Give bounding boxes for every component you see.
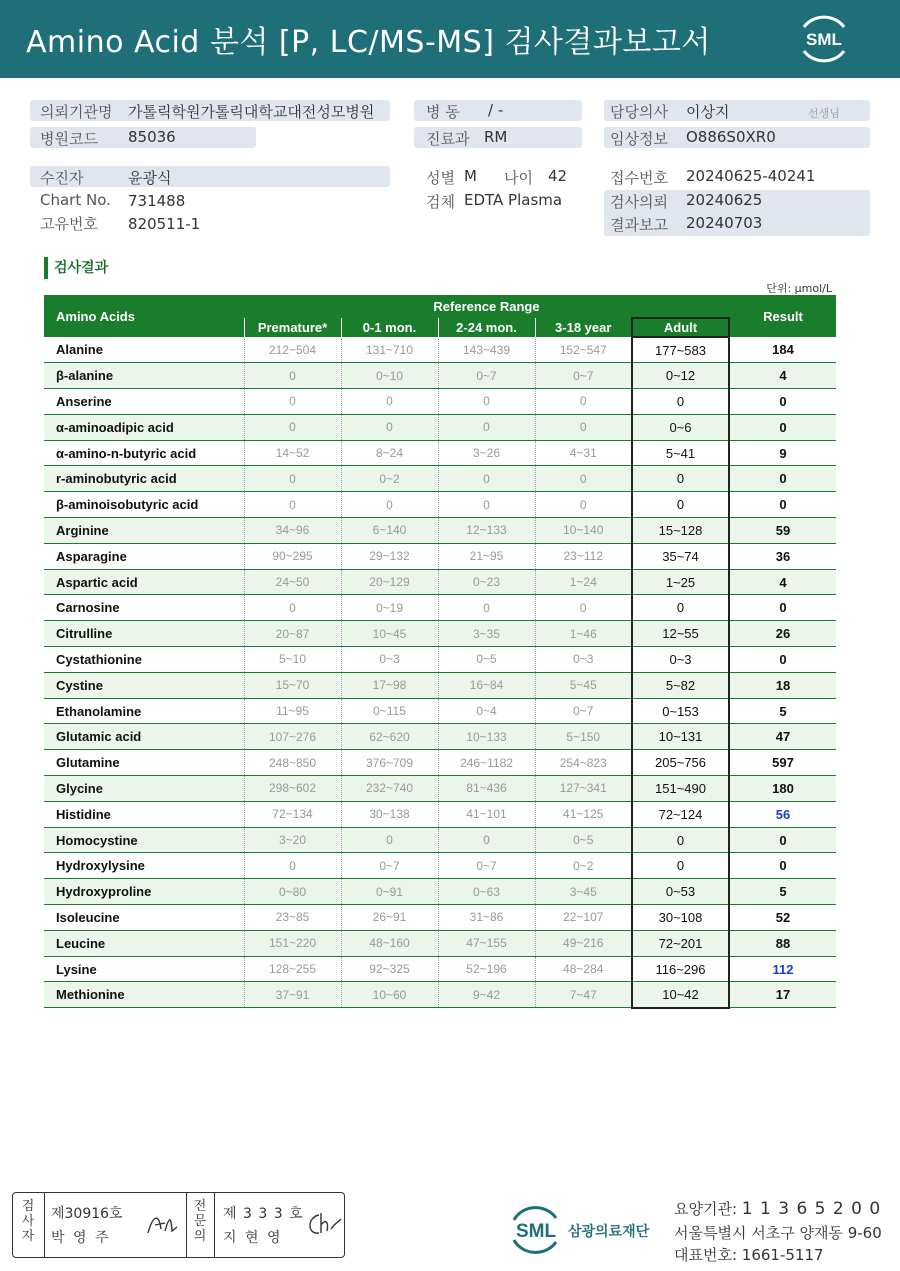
footer-brand: SML: [515, 1221, 557, 1242]
hospital-code-label: 병원코드: [40, 130, 98, 148]
table-row: [44, 853, 836, 879]
footer-address: 서울특별시 서초구 양재동 9-60: [674, 1224, 882, 1242]
adult-range-cell: 10~42: [632, 982, 729, 1008]
reference-range-cell: 1~24: [535, 569, 632, 595]
adult-range-cell: 0~3: [632, 647, 729, 673]
result-cell: 0: [729, 414, 836, 440]
table-row: [44, 363, 836, 389]
result-cell: 4: [729, 363, 836, 389]
reference-range-cell: 143~439: [438, 337, 535, 363]
adult-range-cell: 72~124: [632, 801, 729, 827]
amino-acid-name: Methionine: [44, 982, 244, 1008]
footer-phone-label: 대표번호:: [674, 1246, 738, 1264]
request-label: 검사의뢰: [610, 193, 668, 211]
reference-range-cell: 72~134: [244, 801, 341, 827]
adult-range-cell: 0: [632, 389, 729, 415]
result-cell: 0: [729, 595, 836, 621]
reference-range-cell: 5~45: [535, 672, 632, 698]
adult-range-cell: 0~12: [632, 363, 729, 389]
amino-acid-name: Alanine: [44, 337, 244, 363]
result-cell: 0: [729, 827, 836, 853]
reference-range-cell: 0: [341, 414, 438, 440]
amino-acid-name: Cystine: [44, 672, 244, 698]
unique-value: 820511-1: [128, 215, 201, 233]
adult-range-cell: 10~131: [632, 724, 729, 750]
reference-range-cell: 14~52: [244, 440, 341, 466]
reference-range-cell: 10~133: [438, 724, 535, 750]
reference-range-cell: 17~98: [341, 672, 438, 698]
adult-range-cell: 1~25: [632, 569, 729, 595]
table-row: [44, 930, 836, 956]
col-amino-header: Amino Acids: [44, 295, 244, 337]
reference-range-cell: 48~284: [535, 956, 632, 982]
result-cell: 18: [729, 672, 836, 698]
patient-label: 수진자: [40, 169, 84, 187]
reference-range-cell: 5~10: [244, 647, 341, 673]
result-cell: 184: [729, 337, 836, 363]
reference-range-cell: 30~138: [341, 801, 438, 827]
reference-range-cell: 127~341: [535, 776, 632, 802]
examiner-name: 박 영 주: [51, 1230, 111, 1246]
results-table: [44, 295, 836, 1009]
table-row: [44, 337, 836, 363]
adult-range-cell: 0~153: [632, 698, 729, 724]
reference-range-cell: 128~255: [244, 956, 341, 982]
age-value: 42: [548, 167, 568, 185]
reference-range-cell: 0: [341, 492, 438, 518]
sub-header-adult: Adult: [632, 318, 729, 337]
reference-range-cell: 0~63: [438, 879, 535, 905]
table-row: [44, 595, 836, 621]
specimen-label: 검체: [426, 193, 455, 211]
table-row: [44, 621, 836, 647]
examiner-label-cell: [13, 1193, 45, 1257]
examiner-signature-icon: [145, 1209, 179, 1239]
sub-header-0-1mon: 0-1 mon.: [341, 318, 438, 337]
specialist-name: 지 현 영: [223, 1230, 283, 1246]
patient-bar: [30, 166, 390, 187]
table-row: [44, 492, 836, 518]
reference-range-cell: 0~7: [341, 853, 438, 879]
result-cell: 88: [729, 930, 836, 956]
unique-label: 고유번호: [40, 215, 98, 233]
reference-range-cell: 3~35: [438, 621, 535, 647]
report-title: Amino Acid 분석 [P, LC/MS-MS] 검사결과보고서: [26, 25, 711, 60]
reference-range-cell: 22~107: [535, 905, 632, 931]
adult-range-cell: 205~756: [632, 750, 729, 776]
table-row: [44, 879, 836, 905]
table-row: [44, 801, 836, 827]
adult-range-cell: 5~82: [632, 672, 729, 698]
ward-label: 병 동: [426, 103, 460, 121]
reference-range-cell: 0~2: [341, 466, 438, 492]
reference-range-cell: 52~196: [438, 956, 535, 982]
adult-range-cell: 12~55: [632, 621, 729, 647]
amino-acid-name: Aspartic acid: [44, 569, 244, 595]
reference-range-cell: 92~325: [341, 956, 438, 982]
reference-range-cell: 151~220: [244, 930, 341, 956]
reference-range-cell: 0~23: [438, 569, 535, 595]
clinical-label: 임상정보: [610, 130, 668, 148]
reference-range-cell: 0: [244, 414, 341, 440]
reference-range-cell: 5~150: [535, 724, 632, 750]
reference-range-cell: 31~86: [438, 905, 535, 931]
reference-range-cell: 24~50: [244, 569, 341, 595]
examiner-cell: [45, 1193, 187, 1257]
reference-range-cell: 298~602: [244, 776, 341, 802]
adult-range-cell: 0: [632, 492, 729, 518]
result-cell-flagged: 112: [729, 956, 836, 982]
reference-range-cell: 7~47: [535, 982, 632, 1008]
reference-range-cell: 8~24: [341, 440, 438, 466]
reference-range-cell: 232~740: [341, 776, 438, 802]
doctor-value: 이상지: [686, 103, 730, 121]
specimen-value: EDTA Plasma: [464, 191, 563, 209]
reference-range-cell: 0: [535, 595, 632, 621]
reference-range-cell: 0: [244, 492, 341, 518]
result-cell: 26: [729, 621, 836, 647]
sex-label: 성별: [426, 169, 455, 187]
reference-range-cell: 20~129: [341, 569, 438, 595]
col-reference-header: Reference Range: [244, 295, 729, 318]
reference-range-cell: 16~84: [438, 672, 535, 698]
reference-range-cell: 0~5: [438, 647, 535, 673]
table-row: [44, 698, 836, 724]
amino-acid-name: Lysine: [44, 956, 244, 982]
reference-range-cell: 212~504: [244, 337, 341, 363]
clinical-value: O886S0XR0: [686, 128, 776, 146]
reference-range-cell: 41~125: [535, 801, 632, 827]
result-cell: 180: [729, 776, 836, 802]
result-cell: 59: [729, 518, 836, 544]
reference-range-cell: 3~20: [244, 827, 341, 853]
receipt-value: 20240625-40241: [686, 167, 816, 185]
table-row: [44, 518, 836, 544]
reference-range-cell: 0: [244, 595, 341, 621]
reference-range-cell: 21~95: [438, 543, 535, 569]
chart-value: 731488: [128, 192, 186, 210]
reference-range-cell: 0~10: [341, 363, 438, 389]
examiner-number: 제30916호: [51, 1206, 123, 1222]
reference-range-cell: 1~46: [535, 621, 632, 647]
amino-acid-name: Glutamine: [44, 750, 244, 776]
reference-range-cell: 47~155: [438, 930, 535, 956]
reference-range-cell: 0: [244, 466, 341, 492]
specialist-cell: [215, 1193, 345, 1257]
result-cell: 0: [729, 492, 836, 518]
result-cell: 52: [729, 905, 836, 931]
adult-range-cell: 151~490: [632, 776, 729, 802]
reference-range-cell: 0: [341, 827, 438, 853]
amino-acid-name: Histidine: [44, 801, 244, 827]
adult-range-cell: 116~296: [632, 956, 729, 982]
amino-acid-name: Cystathionine: [44, 647, 244, 673]
result-cell: 597: [729, 750, 836, 776]
hospital-code-value: 85036: [128, 128, 176, 146]
adult-range-cell: 0: [632, 827, 729, 853]
table-row: [44, 956, 836, 982]
table-row: [44, 905, 836, 931]
adult-range-cell: 0~6: [632, 414, 729, 440]
table-row: [44, 389, 836, 415]
reference-range-cell: 10~45: [341, 621, 438, 647]
table-row: [44, 724, 836, 750]
adult-range-cell: 0: [632, 466, 729, 492]
amino-acid-name: Asparagine: [44, 543, 244, 569]
table-row: [44, 776, 836, 802]
reference-range-cell: 248~850: [244, 750, 341, 776]
amino-acid-name: α-amino-n-butyric acid: [44, 440, 244, 466]
amino-acid-name: Glutamic acid: [44, 724, 244, 750]
results-body: [44, 337, 836, 1008]
reference-range-cell: 0: [438, 389, 535, 415]
result-cell: 47: [729, 724, 836, 750]
logo-text: SML: [806, 30, 842, 49]
sub-header-3-18year: 3-18 year: [535, 318, 632, 337]
institution-label: 의뢰기관명: [40, 103, 113, 121]
doctor-label: 담당의사: [610, 103, 668, 121]
reference-range-cell: 0~5: [535, 827, 632, 853]
ward-value: / -: [488, 101, 504, 119]
reference-range-cell: 90~295: [244, 543, 341, 569]
sub-header-premature: Premature*: [244, 318, 341, 337]
examiner-label: 검사자: [21, 1199, 35, 1244]
table-row: [44, 750, 836, 776]
result-cell: 17: [729, 982, 836, 1008]
reference-range-cell: 0: [535, 492, 632, 518]
report-label: 결과보고: [610, 216, 668, 234]
specialist-label: 전문의: [193, 1199, 207, 1244]
footer-phone: 1661-5117: [741, 1246, 824, 1264]
request-value: 20240625: [686, 191, 763, 209]
reference-range-cell: 0: [244, 853, 341, 879]
reference-range-cell: 254~823: [535, 750, 632, 776]
table-row: [44, 982, 836, 1008]
amino-acid-name: Carnosine: [44, 595, 244, 621]
reference-range-cell: 3~26: [438, 440, 535, 466]
unit-label: 단위: μmol/L: [766, 282, 832, 295]
reference-range-cell: 0: [341, 389, 438, 415]
reference-range-cell: 0~80: [244, 879, 341, 905]
table-row: [44, 827, 836, 853]
dept-label: 진료과: [426, 130, 470, 148]
table-row: [44, 543, 836, 569]
reference-range-cell: 11~95: [244, 698, 341, 724]
amino-acid-name: Hydroxyproline: [44, 879, 244, 905]
reference-range-cell: 0~7: [535, 698, 632, 724]
age-label: 나이: [504, 169, 533, 187]
reference-range-cell: 0: [438, 827, 535, 853]
result-cell: 0: [729, 466, 836, 492]
adult-range-cell: 177~583: [632, 337, 729, 363]
reference-range-cell: 0~19: [341, 595, 438, 621]
amino-acid-name: Anserine: [44, 389, 244, 415]
adult-range-cell: 0: [632, 595, 729, 621]
amino-acid-name: Hydroxylysine: [44, 853, 244, 879]
reference-range-cell: 26~91: [341, 905, 438, 931]
reference-range-cell: 0: [438, 414, 535, 440]
result-cell: 0: [729, 853, 836, 879]
reference-range-cell: 0: [438, 492, 535, 518]
reference-range-cell: 10~140: [535, 518, 632, 544]
result-cell: 9: [729, 440, 836, 466]
reference-range-cell: 20~87: [244, 621, 341, 647]
table-row: [44, 569, 836, 595]
adult-range-cell: 35~74: [632, 543, 729, 569]
table-row: [44, 440, 836, 466]
reference-range-cell: 41~101: [438, 801, 535, 827]
amino-acid-name: Isoleucine: [44, 905, 244, 931]
receipt-label: 접수번호: [610, 169, 668, 187]
reference-range-cell: 49~216: [535, 930, 632, 956]
reference-range-cell: 12~133: [438, 518, 535, 544]
result-cell: 5: [729, 879, 836, 905]
footer-phone-line: [674, 1244, 824, 1265]
chart-label: Chart No.: [40, 191, 111, 209]
reference-range-cell: 81~436: [438, 776, 535, 802]
reference-range-cell: 23~112: [535, 543, 632, 569]
amino-acid-name: Glycine: [44, 776, 244, 802]
reference-range-cell: 0~3: [535, 647, 632, 673]
reference-range-cell: 0: [244, 363, 341, 389]
adult-range-cell: 30~108: [632, 905, 729, 931]
reference-range-cell: 0: [535, 466, 632, 492]
table-row: [44, 466, 836, 492]
reference-range-cell: 3~45: [535, 879, 632, 905]
amino-acid-name: r-aminobutyric acid: [44, 466, 244, 492]
specialist-number: 제 3 3 3 호: [223, 1206, 304, 1222]
adult-range-cell: 15~128: [632, 518, 729, 544]
signature-box: [12, 1192, 345, 1258]
reference-range-cell: 0: [244, 389, 341, 415]
footer-code-line: [674, 1198, 881, 1219]
reference-range-cell: 107~276: [244, 724, 341, 750]
result-cell-flagged: 56: [729, 801, 836, 827]
reference-range-cell: 0: [535, 414, 632, 440]
col-result-header: Result: [729, 295, 836, 337]
dept-value: RM: [484, 128, 508, 146]
amino-acid-name: Citrulline: [44, 621, 244, 647]
reference-range-cell: 0~115: [341, 698, 438, 724]
result-cell: 36: [729, 543, 836, 569]
reference-range-cell: 37~91: [244, 982, 341, 1008]
patient-value: 윤광식: [128, 169, 172, 187]
amino-acid-name: α-aminoadipic acid: [44, 414, 244, 440]
reference-range-cell: 0: [438, 466, 535, 492]
report-value: 20240703: [686, 214, 763, 232]
reference-range-cell: 23~85: [244, 905, 341, 931]
sub-header-2-24mon: 2-24 mon.: [438, 318, 535, 337]
reference-range-cell: 29~132: [341, 543, 438, 569]
institution-value: 가톨릭학원가톨릭대학교대전성모병원: [128, 103, 375, 121]
reference-range-cell: 0~7: [438, 363, 535, 389]
amino-acid-name: Homocystine: [44, 827, 244, 853]
amino-acid-name: Leucine: [44, 930, 244, 956]
sml-logo-icon: [796, 13, 852, 65]
adult-range-cell: 72~201: [632, 930, 729, 956]
reference-range-cell: 6~140: [341, 518, 438, 544]
sex-value: M: [464, 167, 477, 185]
reference-range-cell: 131~710: [341, 337, 438, 363]
amino-acid-name: β-alanine: [44, 363, 244, 389]
adult-range-cell: 5~41: [632, 440, 729, 466]
reference-range-cell: 0~91: [341, 879, 438, 905]
reference-range-cell: 0~3: [341, 647, 438, 673]
reference-range-cell: 9~42: [438, 982, 535, 1008]
reference-range-cell: 0~7: [438, 853, 535, 879]
reference-range-cell: 48~160: [341, 930, 438, 956]
reference-range-cell: 0~2: [535, 853, 632, 879]
doctor-suffix: 선생님: [808, 107, 840, 120]
footer-code: 1 1 3 6 5 2 0 0: [741, 1199, 882, 1219]
specialist-label-cell: [187, 1193, 215, 1257]
reference-range-cell: 62~620: [341, 724, 438, 750]
amino-acid-name: Arginine: [44, 518, 244, 544]
amino-acid-name: β-aminoisobutyric acid: [44, 492, 244, 518]
specialist-signature-icon: [305, 1209, 343, 1239]
reference-range-cell: 0: [438, 595, 535, 621]
footer-brand-name: 삼광의료재단: [568, 1224, 650, 1240]
result-cell: 0: [729, 647, 836, 673]
reference-range-cell: 0~7: [535, 363, 632, 389]
reference-range-cell: 0~4: [438, 698, 535, 724]
reference-range-cell: 34~96: [244, 518, 341, 544]
report-header: [0, 0, 900, 78]
reference-range-cell: 246~1182: [438, 750, 535, 776]
reference-range-cell: 376~709: [341, 750, 438, 776]
adult-range-cell: 0: [632, 853, 729, 879]
footer-code-label: 요양기관:: [674, 1200, 738, 1218]
result-cell: 5: [729, 698, 836, 724]
adult-range-cell: 0~53: [632, 879, 729, 905]
table-row: [44, 414, 836, 440]
reference-range-cell: 10~60: [341, 982, 438, 1008]
reference-range-cell: 4~31: [535, 440, 632, 466]
result-cell: 4: [729, 569, 836, 595]
section-title: 검사결과: [44, 257, 108, 279]
reference-range-cell: 152~547: [535, 337, 632, 363]
table-row: [44, 647, 836, 673]
reference-range-cell: 0: [535, 389, 632, 415]
result-cell: 0: [729, 389, 836, 415]
table-row: [44, 672, 836, 698]
amino-acid-name: Ethanolamine: [44, 698, 244, 724]
reference-range-cell: 15~70: [244, 672, 341, 698]
footer-sml-logo-icon: [510, 1200, 660, 1260]
